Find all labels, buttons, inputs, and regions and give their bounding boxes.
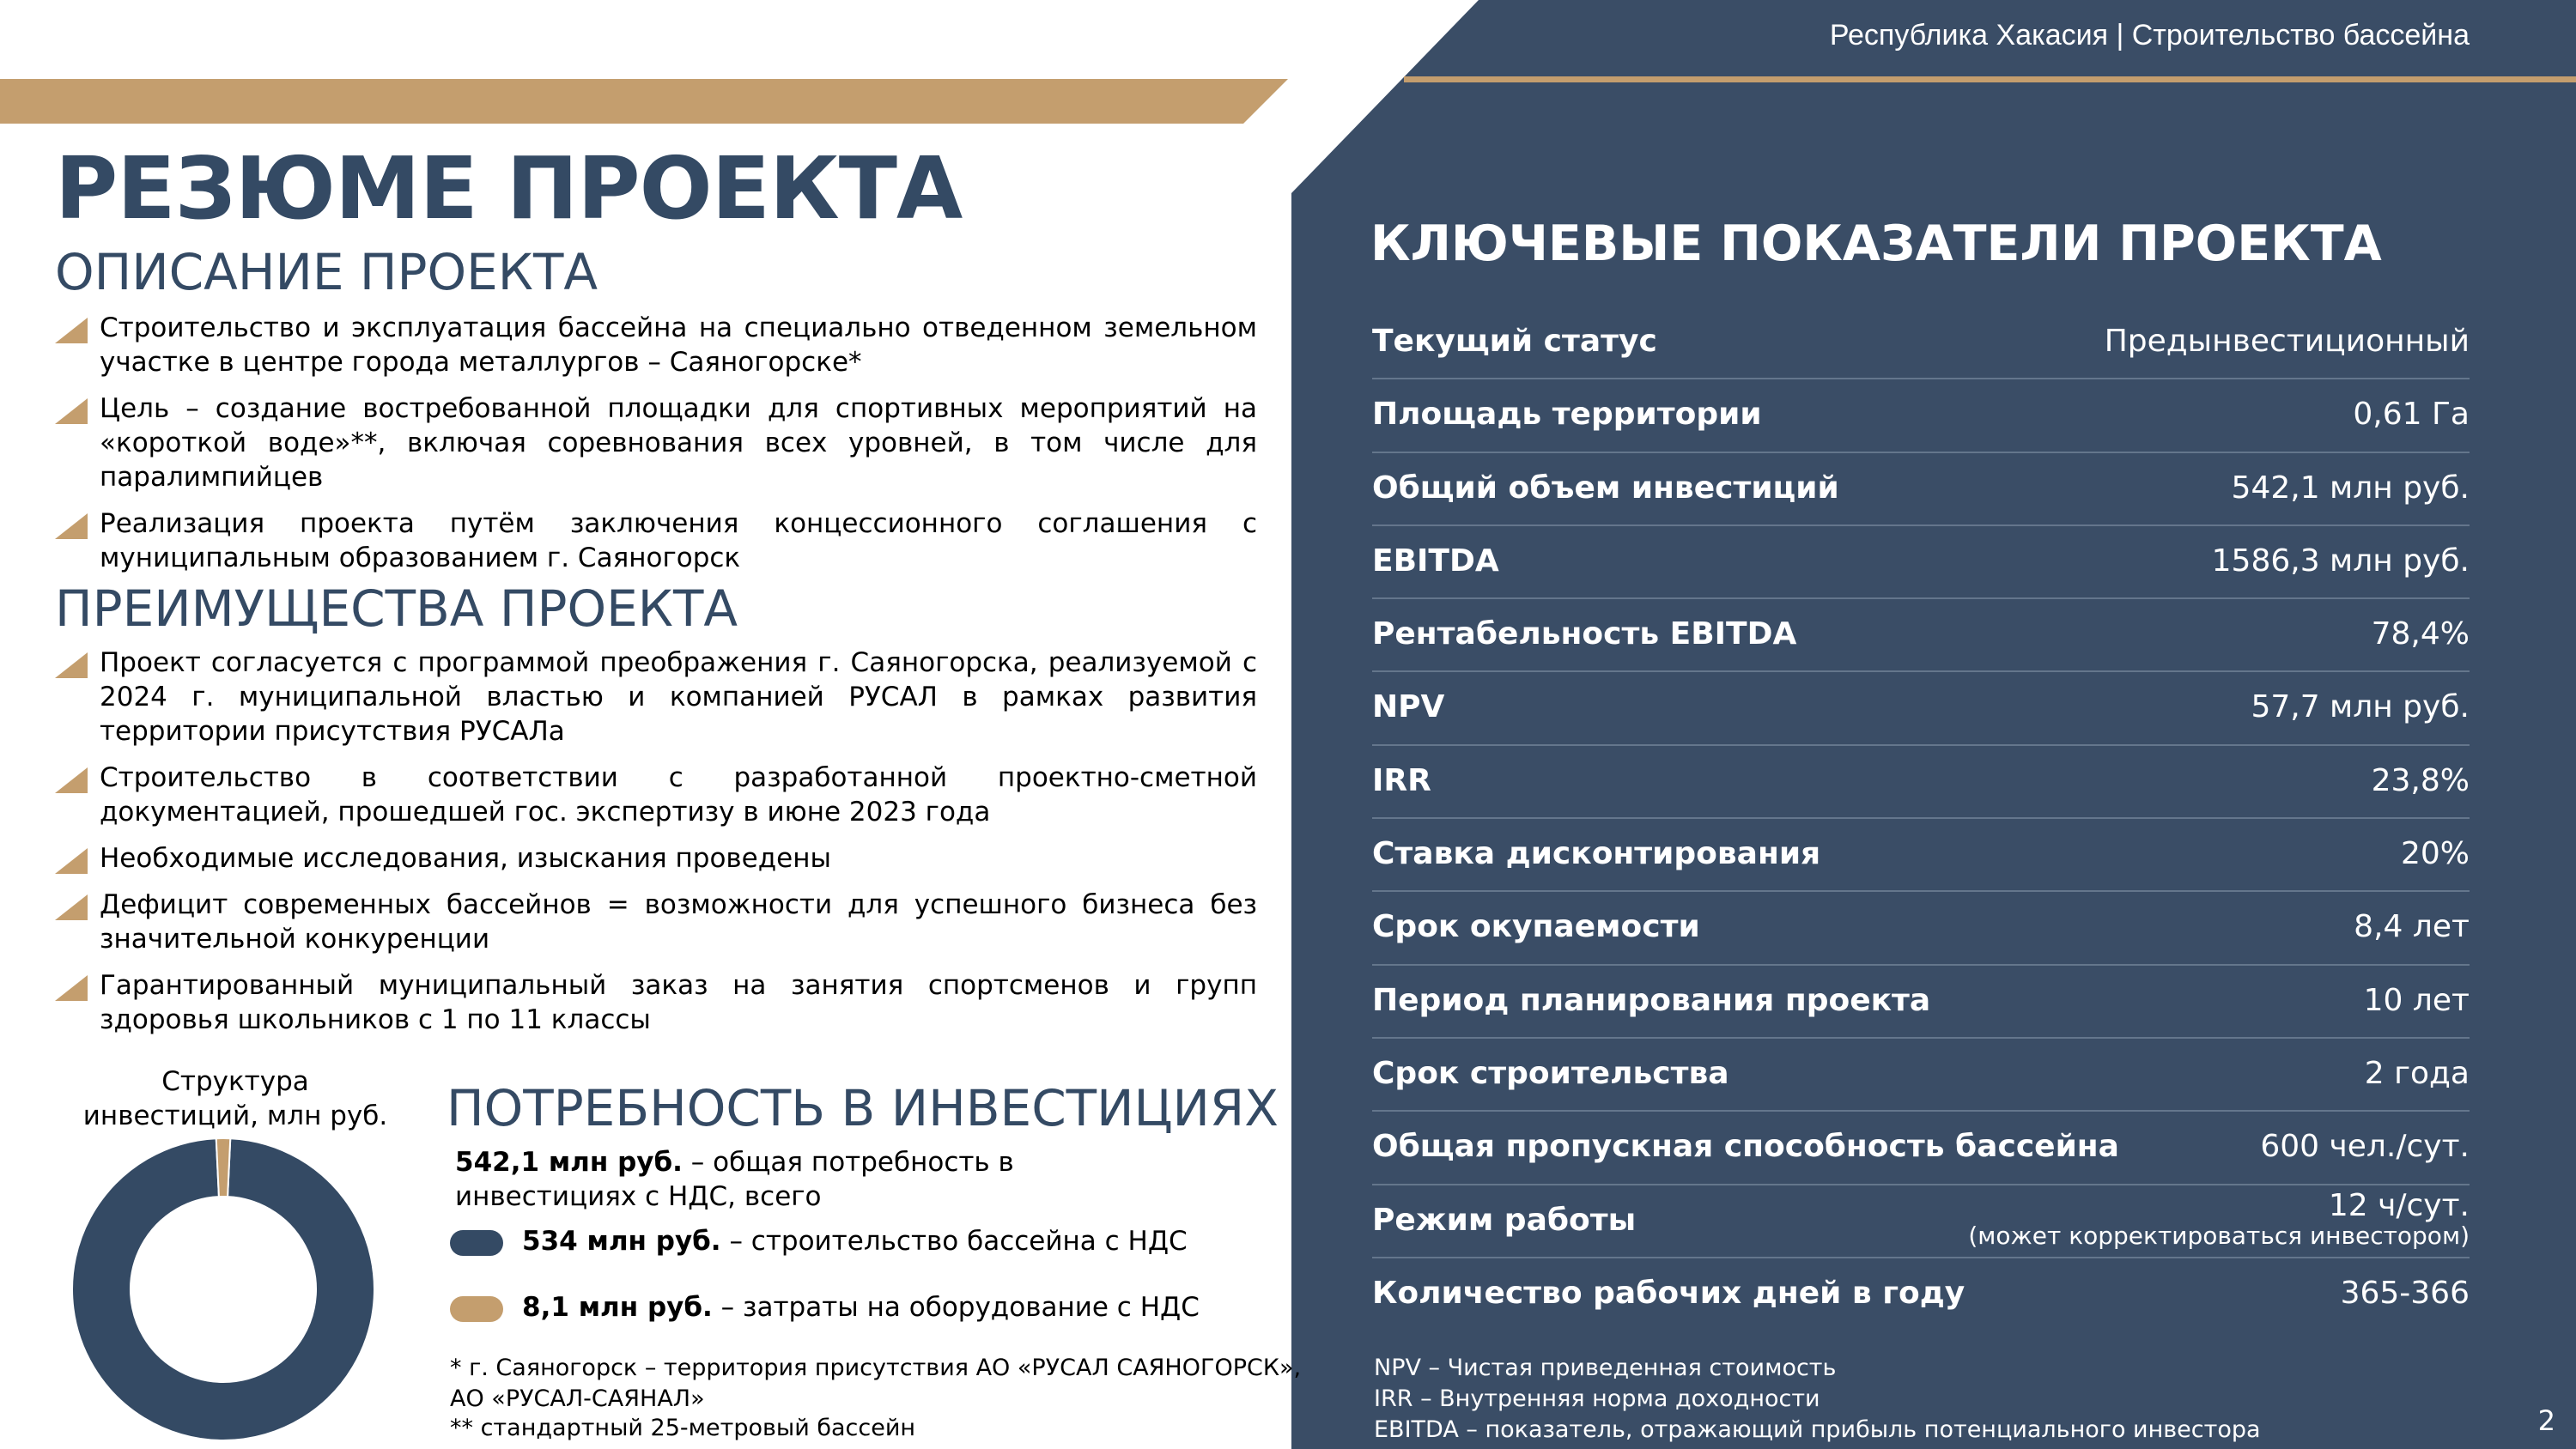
kpi-label: Ставка дисконтирования bbox=[1372, 836, 1821, 872]
kpi-value: 57,7 млн руб. bbox=[2251, 689, 2470, 725]
kpi-row bbox=[1372, 1185, 2470, 1258]
kpi-table bbox=[1372, 306, 2470, 1331]
advantage-item: Проект согласуется с программой преображения г. Саяногорска, реализуемой с 2024 г. муниципальной властью и компанией РУСАЛ в рамках развития территории присутствия РУСАЛа bbox=[55, 646, 1257, 749]
kpi-value: 23,8% bbox=[2371, 762, 2470, 798]
triangle-bullet-icon bbox=[55, 767, 88, 793]
footnote-rusal: * г. Саяногорск – территория присутствия АО «РУСАЛ САЯНОГОРСК», bbox=[450, 1355, 1302, 1381]
kpi-value: 20% bbox=[2400, 836, 2470, 872]
kpi-value bbox=[1968, 1187, 2470, 1251]
advantage-item: Дефицит современных бассейнов = возможности для успешного бизнеса без значительной конкуренции bbox=[55, 888, 1257, 956]
investment-title: ПОТРЕБНОСТЬ В ИНВЕСТИЦИЯХ bbox=[447, 1079, 1279, 1137]
advantages-title: ПРЕИМУЩЕСТВА ПРОЕКТА bbox=[55, 579, 738, 638]
kpi-label: Текущий статус bbox=[1372, 324, 1657, 359]
advantage-item: Гарантированный муниципальный заказ на занятия спортсменов и групп здоровья школьников с 1 по 11 классы bbox=[55, 968, 1257, 1037]
kpi-row bbox=[1372, 599, 2470, 672]
kpi-label: IRR bbox=[1372, 762, 1431, 798]
kpi-label: Количество рабочих дней в году bbox=[1372, 1275, 1965, 1311]
investment-total-amount: 542,1 млн руб. bbox=[455, 1147, 683, 1178]
triangle-bullet-icon bbox=[55, 894, 88, 920]
kpi-note-npv: NPV – Чистая приведенная стоимость bbox=[1374, 1355, 1837, 1381]
kpi-value: 78,4% bbox=[2371, 616, 2470, 652]
kpi-note-irr: IRR – Внутренняя норма доходности bbox=[1374, 1385, 1820, 1412]
triangle-bullet-icon bbox=[55, 848, 88, 874]
description-item: Реализация проекта путём заключения концессионного соглашения с муниципальным образованием г. Саяногорск bbox=[55, 506, 1257, 575]
triangle-bullet-icon bbox=[55, 318, 88, 343]
kpi-value: 2 года bbox=[2364, 1055, 2470, 1091]
investment-total bbox=[455, 1145, 1194, 1214]
kpi-row bbox=[1372, 892, 2470, 965]
kpi-note-ebitda: EBITDA – показатель, отражающий прибыль потенциального инвестора bbox=[1374, 1416, 2261, 1443]
kpi-row bbox=[1372, 379, 2470, 452]
kpi-label: Срок строительства bbox=[1372, 1055, 1729, 1091]
chart-title: Структура инвестиций, млн руб. bbox=[82, 1066, 388, 1131]
donut-slice-equipment bbox=[216, 1138, 231, 1197]
legend-swatch-navy bbox=[450, 1230, 503, 1256]
kpi-label: EBITDA bbox=[1372, 543, 1499, 579]
kpi-value: 365-366 bbox=[2340, 1275, 2470, 1311]
advantage-item: Необходимые исследования, изыскания проведены bbox=[55, 841, 1257, 876]
kpi-label: Рентабельность EBITDA bbox=[1372, 616, 1797, 652]
kpi-label: Срок окупаемости bbox=[1372, 909, 1700, 945]
kpi-label: Общий объем инвестиций bbox=[1372, 470, 1839, 506]
description-list bbox=[55, 311, 1257, 587]
main-title: РЕЗЮМЕ ПРОЕКТА bbox=[55, 138, 963, 239]
description-item: Строительство и эксплуатация бассейна на специально отведенном земельном участке в центре города металлургов – Саяногорске* bbox=[55, 311, 1257, 379]
triangle-bullet-icon bbox=[55, 398, 88, 424]
kpi-value: 8,4 лет bbox=[2354, 909, 2470, 945]
page-number: 2 bbox=[2537, 1404, 2555, 1437]
footnote-pool: ** стандартный 25-метровый бассейн bbox=[450, 1415, 916, 1441]
header-title: Республика Хакасия | Строительство бассейна bbox=[1829, 19, 2470, 52]
legend-construction-amount: 534 млн руб. bbox=[522, 1226, 721, 1257]
kpi-label: NPV bbox=[1372, 689, 1445, 725]
legend-swatch-gold bbox=[450, 1296, 503, 1322]
kpi-row bbox=[1372, 746, 2470, 819]
kpi-value-main: 12 ч/сут. bbox=[2328, 1187, 2470, 1223]
kpi-row bbox=[1372, 966, 2470, 1039]
legend-equipment-amount: 8,1 млн руб. bbox=[522, 1292, 713, 1323]
kpi-value: 542,1 млн руб. bbox=[2231, 470, 2470, 506]
kpi-label: Общая пропускная способность бассейна bbox=[1372, 1129, 2119, 1165]
kpi-row bbox=[1372, 526, 2470, 599]
gold-header-line bbox=[1404, 76, 2576, 82]
kpi-row bbox=[1372, 1258, 2470, 1331]
triangle-bullet-icon bbox=[55, 652, 88, 678]
investment-donut-chart bbox=[72, 1138, 374, 1440]
kpi-label: Площадь территории bbox=[1372, 397, 1762, 433]
kpi-value: Предынвестиционный bbox=[2104, 324, 2470, 359]
kpi-row bbox=[1372, 819, 2470, 892]
kpi-row bbox=[1372, 1039, 2470, 1112]
kpi-value-note: (может корректироваться инвестором) bbox=[1968, 1221, 2470, 1250]
kpi-row bbox=[1372, 453, 2470, 526]
description-title: ОПИСАНИЕ ПРОЕКТА bbox=[55, 243, 598, 301]
kpi-row bbox=[1372, 672, 2470, 745]
kpi-label: Период планирования проекта bbox=[1372, 982, 1931, 1018]
description-item: Цель – создание востребованной площадки для спортивных мероприятий на «короткой воде»**, включая соревнования всех уровней, в том числе для паралимпийцев bbox=[55, 391, 1257, 494]
kpi-row bbox=[1372, 1112, 2470, 1185]
legend-item-construction bbox=[450, 1224, 1188, 1258]
gold-header-band bbox=[0, 79, 1288, 124]
advantages-list bbox=[55, 646, 1257, 1049]
kpi-value: 0,61 Га bbox=[2353, 397, 2470, 433]
kpi-value: 10 лет bbox=[2363, 982, 2470, 1018]
legend-equipment-text: – затраты на оборудование с НДС bbox=[720, 1292, 1200, 1323]
kpi-abbreviations bbox=[1374, 1353, 2261, 1446]
legend-item-equipment bbox=[450, 1290, 1200, 1325]
kpi-value: 1586,3 млн руб. bbox=[2211, 543, 2470, 579]
triangle-bullet-icon bbox=[55, 975, 88, 1001]
kpi-title: КЛЮЧЕВЫЕ ПОКАЗАТЕЛИ ПРОЕКТА bbox=[1370, 215, 2382, 272]
legend-construction-text: – строительство бассейна с НДС bbox=[729, 1226, 1188, 1257]
footnote-sayanal: АО «РУСАЛ-САЯНАЛ» bbox=[450, 1385, 705, 1412]
advantage-item: Строительство в соответствии с разработанной проектно-сметной документацией, прошедшей гос. экспертизу в июне 2023 года bbox=[55, 761, 1257, 829]
kpi-value: 600 чел./сут. bbox=[2260, 1129, 2470, 1165]
investment-total-text: – общая потребность в инвестициях с НДС, всего bbox=[455, 1147, 1014, 1212]
triangle-bullet-icon bbox=[55, 513, 88, 539]
kpi-row bbox=[1372, 306, 2470, 379]
kpi-label: Режим работы bbox=[1372, 1202, 1637, 1238]
